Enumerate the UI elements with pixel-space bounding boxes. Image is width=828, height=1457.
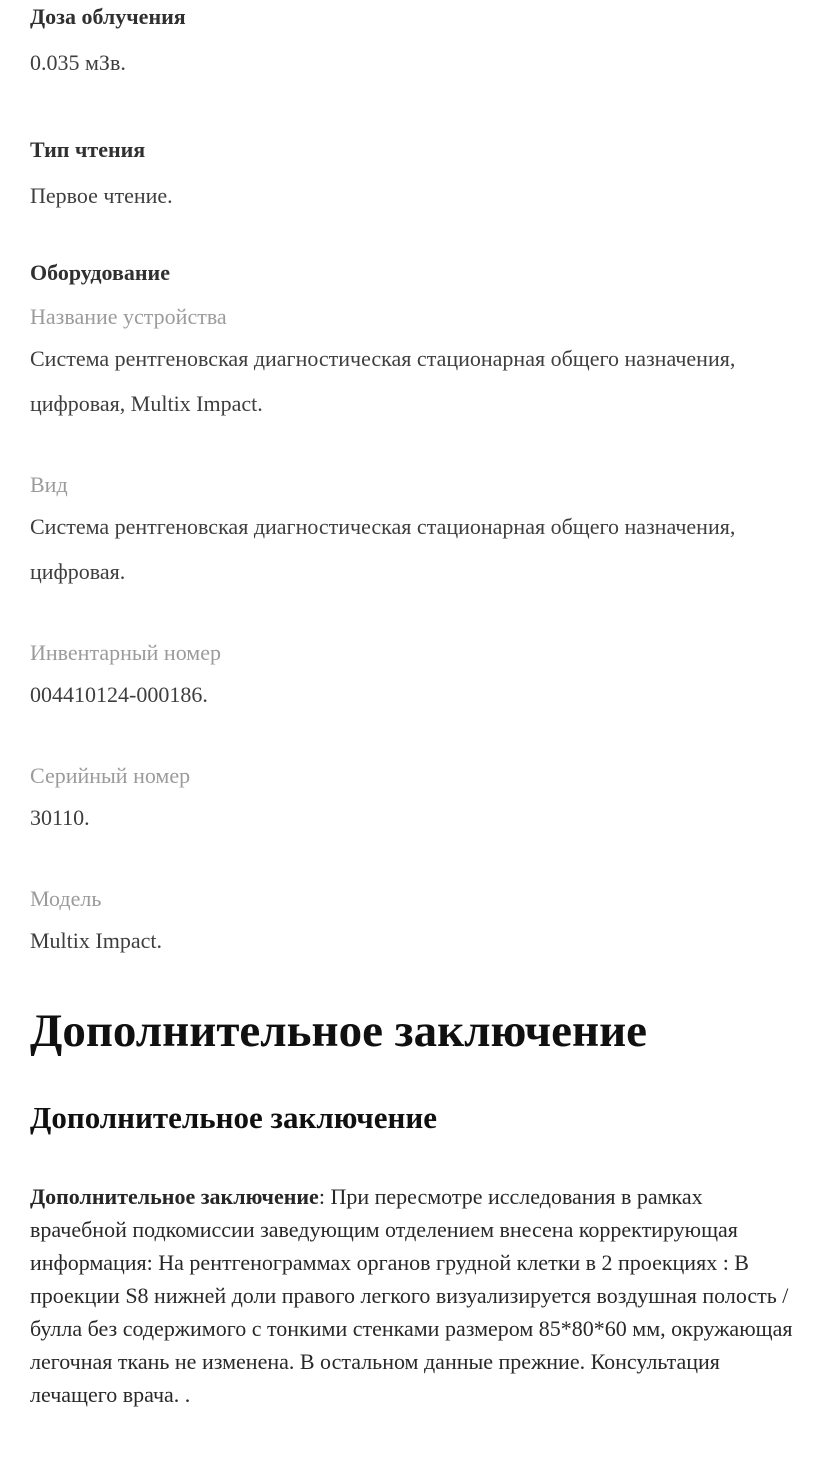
model-value: Multix Impact.	[30, 928, 162, 953]
field-reading-type	[30, 135, 796, 218]
radiation-dose-label: Доза облучения	[30, 4, 186, 29]
inventory-number-label: Инвентарный номер	[30, 640, 221, 665]
kind-value: Система рентгеновская диагностическая стационарная общего назначения, цифровая.	[30, 514, 736, 584]
reading-type-value: Первое чтение.	[30, 183, 173, 208]
equipment-model	[30, 884, 796, 963]
additional-conclusion-section	[30, 1001, 796, 1411]
additional-conclusion-paragraph	[30, 1180, 796, 1411]
kind-label: Вид	[30, 472, 68, 497]
radiation-dose-value: 0.035 мЗв.	[30, 50, 126, 75]
device-name-value: Система рентгеновская диагностическая стационарная общего назначения, цифровая, Multix Impact.	[30, 346, 736, 416]
equipment-group	[30, 258, 796, 963]
serial-number-label: Серийный номер	[30, 763, 191, 788]
conclusion-paragraph-body: : При пересмотре исследования в рамках врачебной подкомиссии заведующим отделением внесена корректирующая информация: На рентгенограммах органов грудной клетки в 2 проекциях : В проекции S8 нижней доли правого легкого визуализируется воздушная полость / булла без содержимого с тонкими стенками размером 85*80*60 мм, окружающая легочная ткань не изменена. В остальном данные прежние. Консультация лечащего врача. .	[30, 1184, 793, 1407]
equipment-kind	[30, 470, 796, 594]
serial-number-value: 30110.	[30, 805, 90, 830]
equipment-group-title: Оборудование	[30, 260, 170, 285]
additional-conclusion-heading: Дополнительное заключение	[30, 1005, 648, 1057]
field-radiation-dose	[30, 2, 796, 85]
equipment-inventory-number	[30, 638, 796, 717]
additional-conclusion-subheading: Дополнительное заключение	[30, 1100, 437, 1135]
equipment-device-name	[30, 302, 796, 426]
reading-type-label: Тип чтения	[30, 137, 146, 162]
model-label: Модель	[30, 886, 102, 911]
equipment-serial-number	[30, 761, 796, 840]
inventory-number-value: 004410124-000186.	[30, 682, 208, 707]
device-name-label: Название устройства	[30, 304, 227, 329]
conclusion-paragraph-lead: Дополнительное заключение	[30, 1184, 319, 1209]
